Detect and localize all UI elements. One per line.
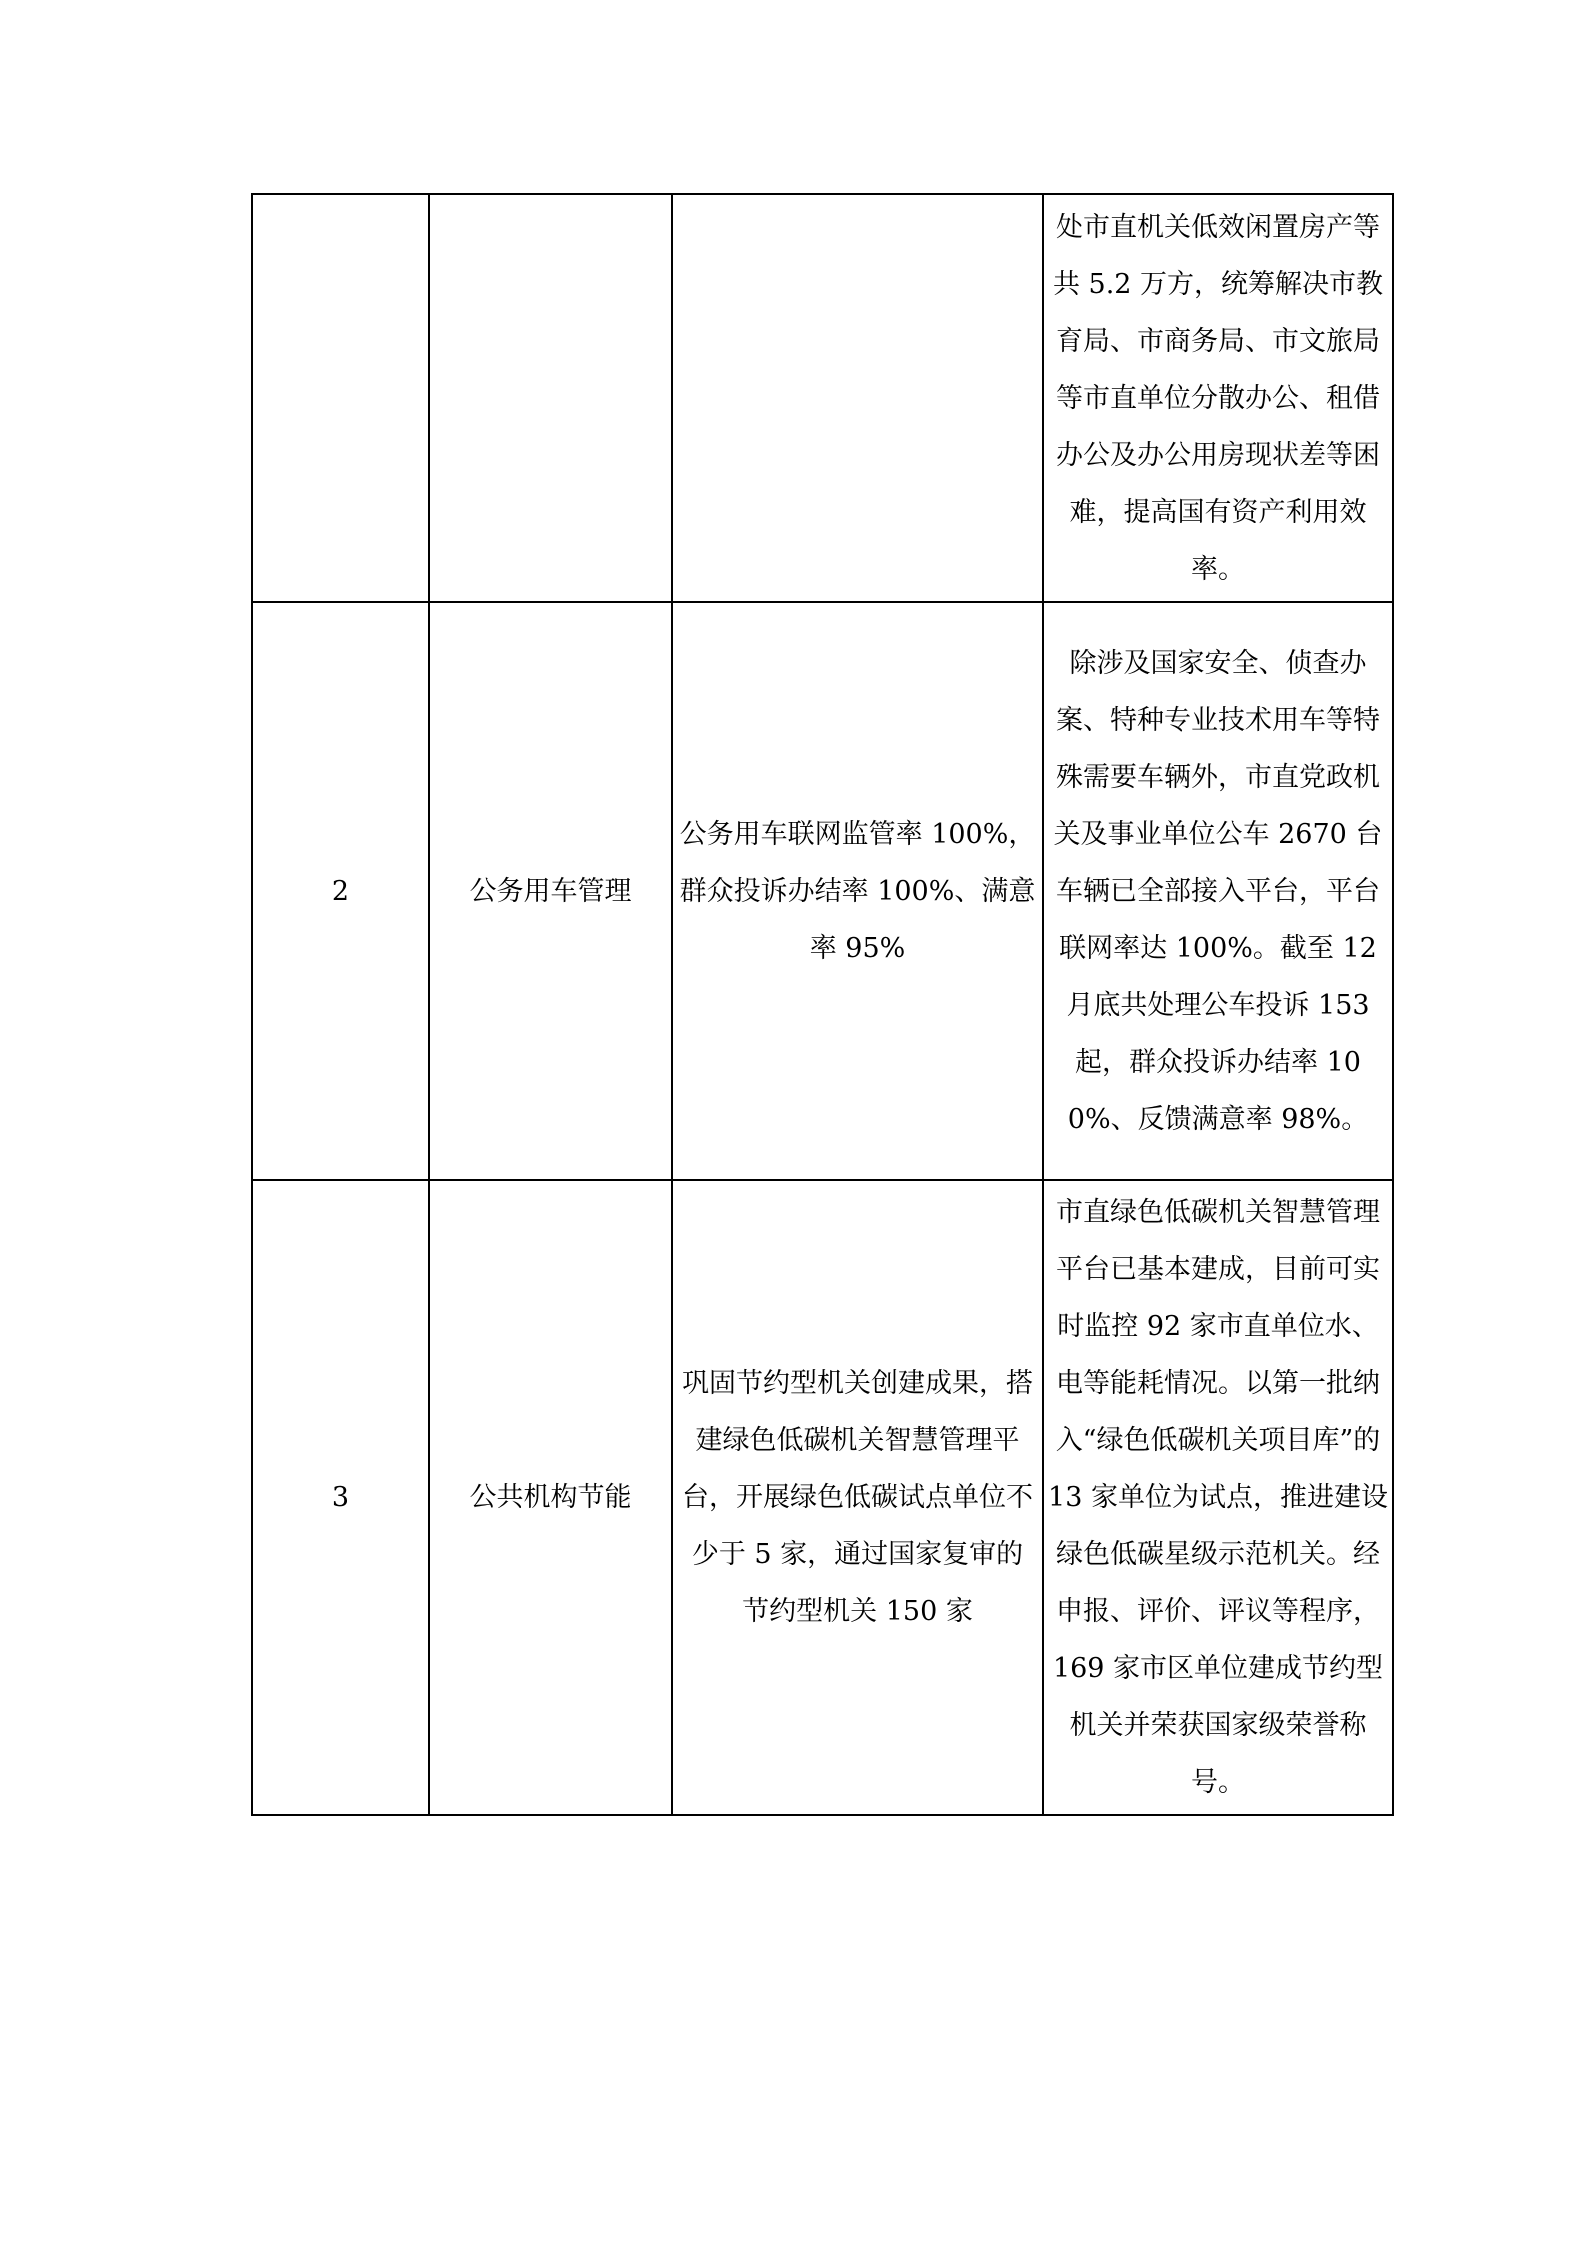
row-index-cell: 2 [252,602,429,1180]
work-table [251,193,1394,1816]
task-name-cell [429,194,672,602]
result-cell [1043,1180,1393,1815]
table-row [252,1180,1393,1815]
table-row [252,194,1393,602]
result-text: 除涉及国家安全、侦查办案、特种专业技术用车等特殊需要车辆外，市直党政机关及事业单位公车 2670 台车辆已全部接入平台，平台联网率达 100%。截至 12 月底共处理公车投诉 153 起，群众投诉办结率 100%、反馈满意率 98%。 [1053,647,1383,1135]
task-name-cell: 公务用车管理 [429,602,672,1180]
task-name-cell: 公共机构节能 [429,1180,672,1815]
result-text: 处市直机关低效闲置房产等共 5.2 万方，统筹解决市教育局、市商务局、市文旅局等市直单位分散办公、租借办公及办公用房现状差等困难，提高国有资产利用效率。 [1052,211,1384,585]
row-index-cell [252,194,429,602]
result-text: 市直绿色低碳机关智慧管理平台已基本建成，目前可实时监控 92 家市直单位水、电等能耗情况。以第一批纳入“绿色低碳机关项目库”的 13 家单位为试点，推进建设绿色低碳星级示范机关。经申报、评价、评议等程序，169 家市区单位建成节约型机关并荣获国家级荣誉称号。 [1048,1197,1388,1798]
result-cell [1043,194,1393,602]
target-cell: 公务用车联网监管率 100%，群众投诉办结率 100%、满意率 95% [672,602,1043,1180]
target-cell: 巩固节约型机关创建成果，搭建绿色低碳机关智慧管理平台，开展绿色低碳试点单位不少于 5 家，通过国家复审的节约型机关 150 家 [672,1180,1043,1815]
result-cell [1043,602,1393,1180]
target-cell [672,194,1043,602]
row-index-cell: 3 [252,1180,429,1815]
table-row [252,602,1393,1180]
